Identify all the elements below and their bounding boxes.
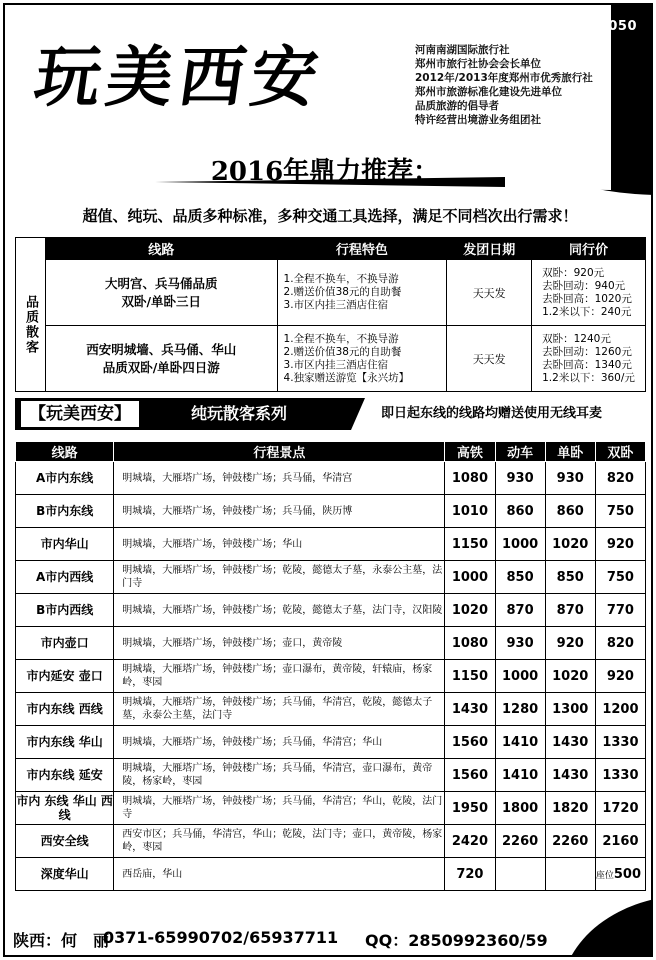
price-value: 500 (613, 866, 641, 882)
table-row (16, 693, 646, 726)
routes-body (16, 462, 646, 891)
price-bullet-train: 2260 (495, 825, 545, 858)
table-row (16, 759, 646, 792)
price-bullet-train: 860 (495, 495, 545, 528)
spots-cell: 明城墙，大雁塔广场，钟鼓楼广场；兵马俑，华清宫；华山，乾陵，法门寺 (114, 792, 445, 825)
price-single-sleeper: 2260 (545, 825, 595, 858)
series-note: 即日起东线的线路均赠送使用无线耳麦 (381, 406, 603, 421)
price-high-speed: 1020 (445, 594, 495, 627)
price-double-sleeper: 770 (595, 594, 645, 627)
feature-line: 2.赠送价值38元的自助餐 (283, 286, 402, 298)
col-header-high-speed: 高铁 (445, 442, 495, 462)
featured-route-name (45, 260, 277, 326)
feature-line: 1.全程不换车，不换导游 (283, 332, 399, 345)
spots-cell: 明城墙，大雁塔广场，钟鼓楼广场；兵马俑，华清宫，乾陵，懿德太子墓，永泰公主墓，法门寺 (114, 693, 445, 726)
price-bullet-train: 850 (495, 561, 545, 594)
price-high-speed: 2420 (445, 825, 495, 858)
featured-route-features (277, 260, 447, 326)
price-line: 去卧回高：1020元 (542, 292, 632, 305)
route-name-line: 西安明城墙、兵马俑、华山 (86, 341, 237, 357)
contact-phone: 0371-65990702/65937711 (103, 928, 339, 947)
route-cell: 市内东线 延安 (16, 759, 114, 792)
featured-route-date: 天天发 (447, 326, 532, 392)
license-number: 许可证号：L-HEN-CJ00050 (453, 19, 637, 34)
price-bullet-train: 930 (495, 627, 545, 660)
price-bullet-train: 930 (495, 462, 545, 495)
table-row (16, 660, 646, 693)
spots-cell: 明城墙，大雁塔广场，钟鼓楼广场；壶口瀑布，黄帝陵，轩辕庙，杨家岭，枣园 (114, 660, 445, 693)
table-row (16, 561, 646, 594)
route-name-line: 大明宫、兵马俑品质 (105, 275, 218, 291)
route-cell: 市内东线 西线 (16, 693, 114, 726)
price-single-sleeper: 920 (545, 627, 595, 660)
price-high-speed: 1080 (445, 462, 495, 495)
route-cell: B市内西线 (16, 594, 114, 627)
route-cell: A市内东线 (16, 462, 114, 495)
subheadline: 超值、纯玩、品质多种标准，多种交通工具选择，满足不同档次出行需求！ (82, 207, 578, 225)
price-double-sleeper: 750 (595, 561, 645, 594)
col-header-route: 线路 (45, 238, 277, 260)
side-header-blank (16, 238, 46, 260)
price-bullet-train: 1000 (495, 528, 545, 561)
agency-title: 河南南湖国际旅行社 (415, 44, 510, 56)
price-single-sleeper: 1300 (545, 693, 595, 726)
agency-titles (415, 43, 593, 127)
price-double-sleeper: 2160 (595, 825, 645, 858)
table-row (16, 528, 646, 561)
price-single-sleeper: 1020 (545, 660, 595, 693)
headline-block (155, 151, 505, 191)
price-double-sleeper: 750 (595, 495, 645, 528)
series-name: 纯玩散客系列 (191, 404, 288, 423)
price-double-sleeper: 1330 (595, 759, 645, 792)
price-high-speed: 1000 (445, 561, 495, 594)
agency-title: 品质旅游的倡导者 (415, 100, 499, 112)
feature-line: 1.全程不换车，不换导游 (283, 273, 399, 285)
col-header-route: 线路 (16, 442, 114, 462)
contact-person: 陕西：何 丽 (13, 931, 110, 950)
brand-logo (29, 30, 335, 125)
price-high-speed: 720 (445, 858, 495, 891)
spots-cell: 明城墙，大雁塔广场，钟鼓楼广场；兵马俑，华清宫，壶口瀑布，黄帝陵，杨家岭，枣园 (114, 759, 445, 792)
price-line: 1.2米以下：360/元 (542, 371, 635, 384)
price-line: 双卧：1240元 (542, 332, 611, 345)
col-header-features: 行程特色 (277, 238, 447, 260)
spots-cell: 明城墙，大雁塔广场，钟鼓楼广场；兵马俑，华清宫 (114, 462, 445, 495)
price-high-speed: 1950 (445, 792, 495, 825)
seat-prefix: 座位 (595, 870, 614, 881)
price-double-sleeper: 1720 (595, 792, 645, 825)
contact-footer (5, 923, 653, 957)
price-double-sleeper: 820 (595, 462, 645, 495)
route-cell: 市内 东线 华山 西线 (16, 792, 114, 825)
route-cell: 深度华山 (16, 858, 114, 891)
price-high-speed: 1150 (445, 660, 495, 693)
feature-line: 3.市区内挂三酒店住宿 (283, 358, 389, 371)
route-name-line: 双卧/单卧三日 (121, 293, 202, 309)
feature-line: 4.独家赠送游览【永兴坊】 (283, 371, 410, 384)
contact-qq: QQ：2850992360/59 (365, 931, 548, 950)
price-bullet-train: 1800 (495, 792, 545, 825)
col-header-price: 同行价 (532, 238, 646, 260)
route-cell: B市内东线 (16, 495, 114, 528)
brand-logo-text: 玩美西安 (29, 38, 329, 116)
price-single-sleeper: 850 (545, 561, 595, 594)
col-header-bullet-train: 动车 (495, 442, 545, 462)
table-row (16, 495, 646, 528)
price-bullet-train (495, 858, 545, 891)
price-double-sleeper: 820 (595, 627, 645, 660)
series-band (15, 398, 646, 430)
featured-route-prices (532, 326, 646, 392)
spots-cell: 明城墙，大雁塔广场，钟鼓楼广场；壶口，黄帝陵 (114, 627, 445, 660)
price-single-sleeper: 930 (545, 462, 595, 495)
price-high-speed: 1560 (445, 759, 495, 792)
spots-cell: 明城墙，大雁塔广场，钟鼓楼广场；华山 (114, 528, 445, 561)
price-high-speed: 1150 (445, 528, 495, 561)
route-name-line: 品质双卧/单卧四日游 (102, 359, 220, 375)
table-row (16, 594, 646, 627)
price-double-sleeper: 920 (595, 660, 645, 693)
price-line: 去卧回动：1260元 (542, 345, 632, 358)
col-header-single-sleeper: 单卧 (545, 442, 595, 462)
featured-route-date: 天天发 (447, 260, 532, 326)
price-single-sleeper: 1430 (545, 726, 595, 759)
price-line: 双卧：920元 (542, 266, 605, 279)
routes-table (15, 441, 646, 891)
price-high-speed: 1080 (445, 627, 495, 660)
agency-title: 2012年/2013年度郑州市优秀旅行社 (415, 72, 593, 84)
featured-route-prices (532, 260, 646, 326)
price-double-sleeper: 920 (595, 528, 645, 561)
spots-cell: 明城墙，大雁塔广场，钟鼓楼广场；兵马俑，华清宫；华山 (114, 726, 445, 759)
feature-line: 2.赠送价值38元的自助餐 (283, 345, 402, 358)
series-brand: 【玩美西安】 (21, 401, 139, 427)
route-cell: 西安全线 (16, 825, 114, 858)
route-cell: A市内西线 (16, 561, 114, 594)
col-header-date: 发团日期 (447, 238, 532, 260)
price-bullet-train: 1280 (495, 693, 545, 726)
table-row (16, 792, 646, 825)
featured-route-name (45, 326, 277, 392)
table-row (16, 858, 646, 891)
col-header-double-sleeper: 双卧 (595, 442, 645, 462)
featured-tours-table (15, 237, 646, 392)
price-single-sleeper (545, 858, 595, 891)
price-single-sleeper: 870 (545, 594, 595, 627)
agency-title: 郑州市旅行社协会会长单位 (415, 58, 541, 70)
price-single-sleeper: 1820 (545, 792, 595, 825)
price-line: 1.2米以下：240元 (542, 305, 632, 318)
price-bullet-train: 1410 (495, 726, 545, 759)
spots-cell: 西安市区；兵马俑，华清宫，华山；乾陵，法门寺；壶口，黄帝陵，杨家岭，枣园 (114, 825, 445, 858)
price-double-sleeper: 1200 (595, 693, 645, 726)
table-row (16, 462, 646, 495)
col-header-spots: 行程景点 (114, 442, 445, 462)
table-row (16, 825, 646, 858)
price-line: 去卧回动：940元 (542, 279, 626, 292)
table-row (16, 726, 646, 759)
route-cell: 市内延安 壶口 (16, 660, 114, 693)
price-high-speed: 1560 (445, 726, 495, 759)
price-single-sleeper: 1020 (545, 528, 595, 561)
route-cell: 市内东线 华山 (16, 726, 114, 759)
brochure-page (3, 3, 653, 957)
side-label: 品质散客 (16, 260, 46, 392)
price-double-sleeper: 1330 (595, 726, 645, 759)
route-cell: 市内华山 (16, 528, 114, 561)
price-high-speed: 1010 (445, 495, 495, 528)
table-row (16, 627, 646, 660)
agency-title: 特许经营出境游业务组团社 (415, 114, 541, 126)
featured-route-features (277, 326, 447, 392)
spots-cell: 明城墙，大雁塔广场，钟鼓楼广场；乾陵，懿德太子墓，永泰公主墓，法门寺 (114, 561, 445, 594)
feature-line: 3.市区内挂三酒店住宿 (283, 299, 389, 311)
price-single-sleeper: 860 (545, 495, 595, 528)
price-bullet-train: 1000 (495, 660, 545, 693)
headline: 2016年鼎力推荐： (210, 157, 440, 187)
agency-title: 郑州市旅游标准化建设先进单位 (415, 86, 562, 98)
price-double-sleeper (595, 858, 645, 891)
price-bullet-train: 870 (495, 594, 545, 627)
price-line: 去卧回高：1340元 (542, 358, 632, 371)
price-single-sleeper: 1430 (545, 759, 595, 792)
price-bullet-train: 1410 (495, 759, 545, 792)
price-high-speed: 1430 (445, 693, 495, 726)
spots-cell: 明城墙，大雁塔广场，钟鼓楼广场；兵马俑，陕历博 (114, 495, 445, 528)
spots-cell: 西岳庙，华山 (114, 858, 445, 891)
spots-cell: 明城墙，大雁塔广场，钟鼓楼广场；乾陵，懿德太子墓，法门寺，汉阳陵 (114, 594, 445, 627)
route-cell: 市内壶口 (16, 627, 114, 660)
